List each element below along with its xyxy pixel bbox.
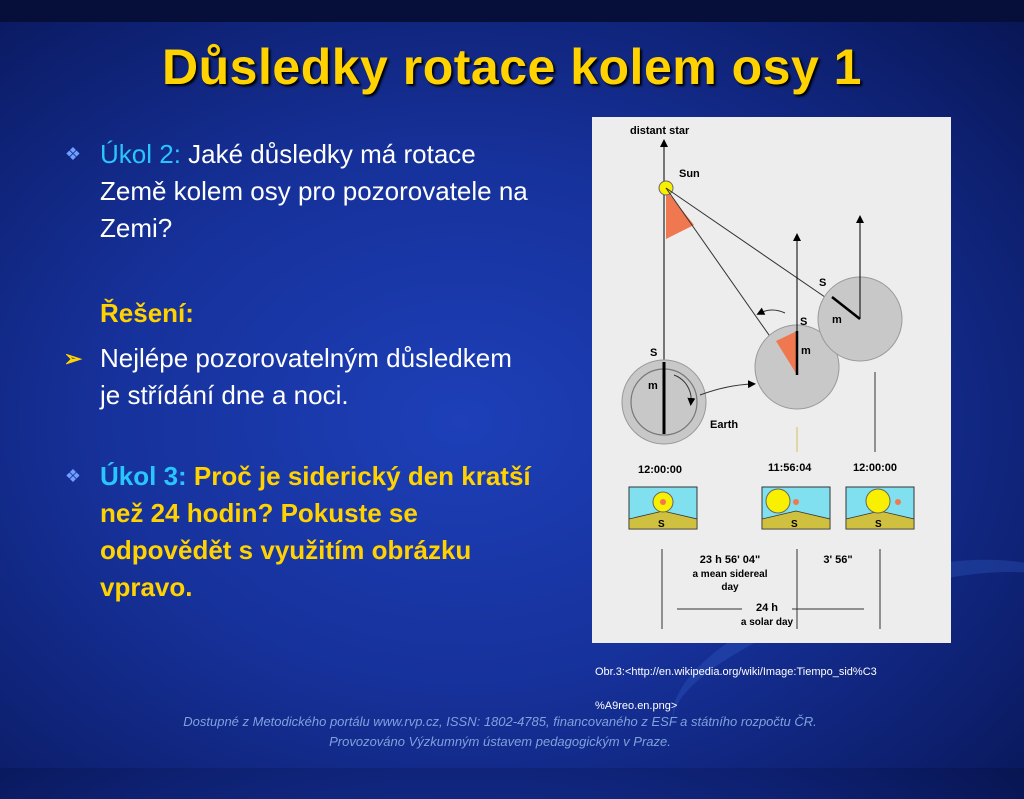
task-2-item <box>62 136 532 247</box>
s-label-3: S <box>819 277 827 289</box>
svg-text:S: S <box>658 519 665 530</box>
task-2-label: Úkol 2: <box>100 139 181 169</box>
sidereal-line-3: day <box>721 582 739 593</box>
s-label-2: S <box>800 316 808 328</box>
m-label-2: m <box>801 345 811 357</box>
m-label-1: m <box>648 380 658 392</box>
m-label-3: m <box>832 314 842 326</box>
task-3-label: Úkol 3: <box>100 461 187 491</box>
arrow-bullet-icon: ➢ <box>63 346 83 371</box>
sidereal-line-2: a mean sidereal <box>692 569 768 580</box>
solution-item <box>62 340 532 414</box>
svg-text:S: S <box>791 519 798 530</box>
sidereal-line-1: 23 h 56' 04" <box>699 554 761 566</box>
time-1: 12:00:00 <box>638 464 683 476</box>
time-3: 12:00:00 <box>853 462 898 474</box>
sun-label: Sun <box>679 168 700 180</box>
solution-heading: Řešení: <box>100 298 194 328</box>
distant-star-label: distant star <box>630 125 690 137</box>
orbit-arrow <box>700 384 752 395</box>
solution-text: Nejlépe pozorovatelným důsledkem je střídání dne a noci. <box>100 343 512 410</box>
sidereal-day-figure <box>592 117 951 643</box>
svg-text:S: S <box>875 519 882 530</box>
solar-line-1: 24 h <box>755 602 779 614</box>
rotation-arrow-2 <box>760 310 785 313</box>
time-2: 11:56:04 <box>768 462 812 474</box>
solar-line-2: a solar day <box>740 617 794 628</box>
slide-content <box>62 136 532 606</box>
footer <box>0 712 1000 752</box>
s-label-1: S <box>650 347 658 359</box>
slide-title: Důsledky rotace kolem osy 1 <box>162 39 862 95</box>
caption-line-2: %A9reo.en.png> <box>595 700 678 712</box>
sky-panel-3 <box>846 487 914 530</box>
top-bar <box>0 0 1024 22</box>
task-2-text: Jaké důsledky má rotace Země kolem osy pro pozorovatele na Zemi? <box>100 139 528 243</box>
caption-line-1: Obr.3:<http://en.wikipedia.org/wiki/Image:Tiempo_sid%C3 <box>595 666 877 678</box>
task-3-text: Proč je siderický den kratší než 24 hodin? Pokuste se odpovědět s využitím obrázku vpravo. <box>100 461 531 602</box>
sky-panel-1 <box>629 487 697 530</box>
task-3-item <box>62 458 532 606</box>
footer-line-1: Dostupné z Metodického portálu www.rvp.cz, ISSN: 1802-4785, financovaného z ESF a státního rozpočtu ČR. <box>183 714 817 729</box>
diamond-bullet-icon: ❖ <box>64 144 82 164</box>
diamond-bullet-icon: ❖ <box>64 466 82 486</box>
footer-line-2: Provozováno Výzkumným ústavem pedagogickým v Praze. <box>329 734 671 749</box>
earth-label: Earth <box>710 419 739 431</box>
sky-panel-2 <box>762 487 830 530</box>
difference-label: 3' 56" <box>823 554 853 566</box>
